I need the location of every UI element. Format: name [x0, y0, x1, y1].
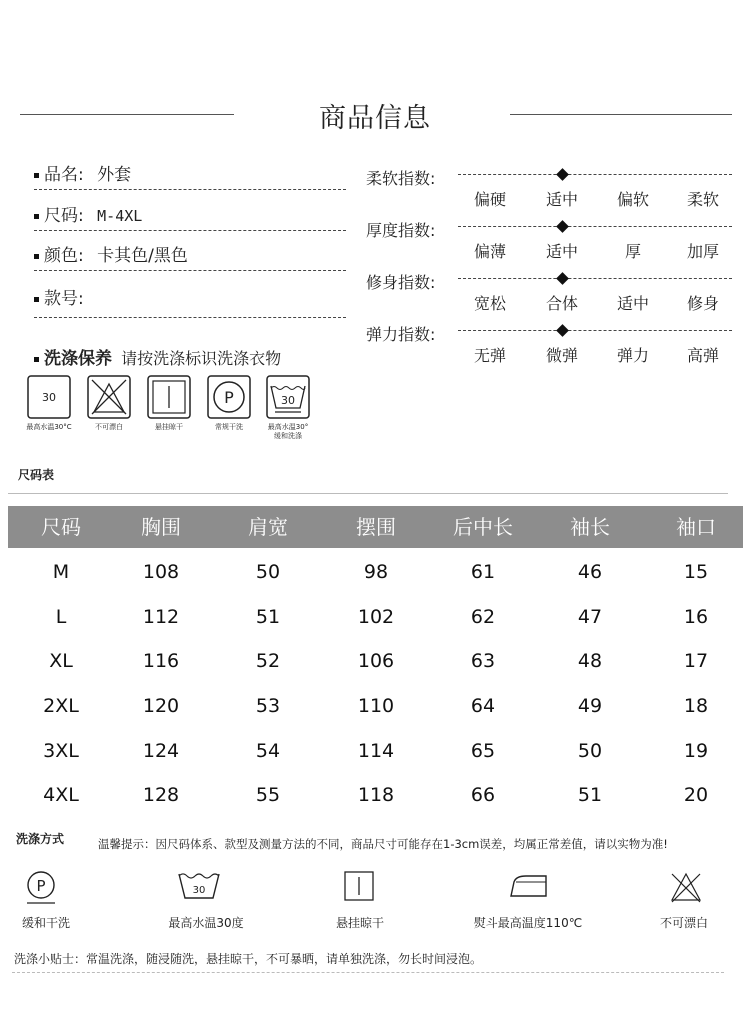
divider	[12, 972, 724, 973]
index-label: 柔软指数:	[366, 169, 436, 188]
bullet-icon	[34, 214, 39, 219]
dry-clean-p-icon	[206, 374, 252, 420]
gentle-wash-30-text: 30	[281, 394, 295, 407]
index-label: 修身指数:	[366, 273, 436, 292]
table-cell: 47	[577, 606, 603, 628]
divider	[34, 230, 346, 231]
index-option: 偏软	[616, 190, 649, 209]
table-cell: 51	[255, 606, 281, 628]
table-cell: 114	[357, 740, 395, 762]
table-cell: M	[52, 561, 70, 583]
size-table-header-cell: 袖口	[676, 515, 716, 539]
gentle-dry-clean-text: P	[36, 877, 46, 895]
gentle-dry-clean-icon	[24, 868, 70, 908]
table-cell: 110	[357, 695, 395, 717]
table-cell: 124	[142, 740, 180, 762]
table-cell: 108	[142, 561, 180, 583]
care-label: 常规干洗	[215, 423, 243, 431]
table-cell: 3XL	[43, 740, 79, 762]
table-cell: 63	[470, 650, 496, 672]
index-scale-line	[458, 174, 732, 175]
divider	[34, 270, 346, 271]
divider	[34, 189, 346, 190]
info-name-row	[34, 160, 346, 190]
index-label: 弹力指数:	[366, 325, 436, 344]
wash-label: 最高水温30度	[168, 916, 244, 930]
gentle-wash-30-icon	[265, 374, 311, 420]
table-cell: 2XL	[43, 695, 79, 717]
no-bleach-icon	[86, 374, 132, 420]
index-option: 适中	[545, 190, 578, 209]
index-option: 柔软	[686, 190, 719, 209]
table-cell: 98	[363, 561, 389, 583]
size-table-title: 尺码表	[18, 468, 55, 482]
index-option: 微弹	[545, 346, 578, 365]
temp-30-icon	[26, 374, 72, 420]
iron-icon	[506, 868, 552, 908]
table-cell: 4XL	[43, 784, 79, 806]
size-table-header-cell: 摆围	[356, 515, 396, 539]
index-option: 修身	[686, 294, 719, 313]
table-cell: XL	[49, 650, 73, 672]
info-color-row	[34, 241, 346, 271]
care-title	[34, 344, 281, 369]
size-table-header-cell: 肩宽	[248, 515, 288, 539]
info-size-row	[34, 201, 346, 231]
bullet-icon	[34, 297, 39, 302]
table-cell: 65	[470, 740, 496, 762]
table-cell: 120	[142, 695, 180, 717]
table-cell: 118	[357, 784, 395, 806]
wash-label: 熨斗最高温度110℃	[473, 916, 583, 930]
size-table-header-cell: 胸围	[141, 515, 181, 539]
hang-dry-icon	[146, 374, 192, 420]
index-option: 厚	[624, 242, 641, 261]
no-bleach-icon	[668, 868, 714, 908]
index-option: 偏薄	[473, 242, 506, 261]
wash-label: 悬挂晾干	[335, 916, 384, 930]
care-title-bold: 洗涤保养	[44, 349, 112, 369]
table-cell: 17	[683, 650, 709, 672]
size-value: M-4XL	[97, 207, 143, 225]
page-title: 商品信息	[319, 103, 431, 134]
index-marker-icon	[556, 168, 569, 181]
index-option: 无弹	[473, 346, 506, 365]
divider	[34, 317, 346, 318]
wash-label: 不可漂白	[659, 916, 708, 930]
index-option: 弹力	[616, 346, 649, 365]
table-cell: 128	[142, 784, 180, 806]
table-cell: 54	[255, 740, 281, 762]
table-cell: 62	[470, 606, 496, 628]
table-cell: 106	[357, 650, 395, 672]
divider	[8, 493, 728, 494]
index-option: 合体	[545, 294, 578, 313]
index-option: 加厚	[686, 242, 719, 261]
index-option: 适中	[545, 242, 578, 261]
name-label: 品名:	[44, 165, 84, 185]
table-cell: 50	[577, 740, 603, 762]
care-label: 悬挂晾干	[155, 423, 183, 431]
index-marker-icon	[556, 272, 569, 285]
size-table-header-cell: 尺码	[41, 515, 81, 539]
wash-30-text: 30	[192, 885, 206, 896]
care-subtitle: 请按洗涤标识洗涤衣物	[121, 349, 282, 368]
hang-dry-icon	[342, 868, 388, 908]
style-label: 款号:	[44, 289, 84, 309]
wash-title: 洗涤方式	[16, 832, 65, 846]
table-cell: L	[55, 606, 67, 628]
index-scale-line	[458, 226, 732, 227]
care-label	[253, 423, 323, 441]
index-option: 偏硬	[473, 190, 506, 209]
index-marker-icon	[556, 324, 569, 337]
dry-clean-p-text: P	[224, 388, 234, 407]
table-cell: 66	[470, 784, 496, 806]
care-label: 不可漂白	[95, 423, 123, 431]
color-label: 颜色:	[44, 246, 84, 266]
table-cell: 16	[683, 606, 709, 628]
bullet-icon	[34, 173, 39, 178]
care-label-line1: 最高水温30°	[267, 423, 309, 431]
wash-label: 缓和干洗	[21, 916, 70, 930]
table-cell: 52	[255, 650, 281, 672]
table-cell: 49	[577, 695, 603, 717]
index-scale-line	[458, 278, 732, 279]
index-marker-icon	[556, 220, 569, 233]
table-cell: 18	[683, 695, 709, 717]
table-cell: 51	[577, 784, 603, 806]
care-label: 最高水温30°C	[26, 423, 72, 431]
table-cell: 112	[142, 606, 180, 628]
table-cell: 50	[255, 561, 281, 583]
index-option: 宽松	[473, 294, 506, 313]
table-cell: 61	[470, 561, 496, 583]
index-scale-line	[458, 330, 732, 331]
table-cell: 19	[683, 740, 709, 762]
size-label: 尺码:	[44, 206, 84, 226]
index-label: 厚度指数:	[366, 221, 436, 240]
info-style-row	[34, 284, 346, 314]
table-cell: 15	[683, 561, 709, 583]
table-cell: 46	[577, 561, 603, 583]
size-table-header-cell: 后中长	[453, 515, 513, 539]
care-label-line2: 缓和洗涤	[274, 432, 302, 440]
table-cell: 102	[357, 606, 395, 628]
name-value: 外套	[97, 165, 132, 185]
table-cell: 48	[577, 650, 603, 672]
table-cell: 53	[255, 695, 281, 717]
table-cell: 20	[683, 784, 709, 806]
wash-tip: 温馨提示：因尺码体系、款型及测量方法的不同，商品尺寸可能存在1-3cm误差，均属正常差值，请以实物为准!	[98, 837, 668, 851]
index-option: 高弹	[686, 346, 719, 365]
wash-30-icon	[176, 868, 222, 908]
table-cell: 64	[470, 695, 496, 717]
size-table-header	[8, 506, 743, 548]
index-option: 适中	[616, 294, 649, 313]
table-cell: 116	[142, 650, 180, 672]
wash-small-tip: 洗涤小贴士：常温洗涤，随浸随洗，悬挂晾干，不可暴晒，请单独洗涤，勿长时间浸泡。	[14, 952, 483, 966]
table-cell: 55	[255, 784, 281, 806]
size-table-header-cell: 袖长	[570, 515, 610, 539]
bullet-icon	[34, 254, 39, 259]
temp-30-text: 30	[42, 391, 56, 404]
color-value: 卡其色/黑色	[97, 246, 188, 266]
bullet-icon	[34, 357, 39, 362]
